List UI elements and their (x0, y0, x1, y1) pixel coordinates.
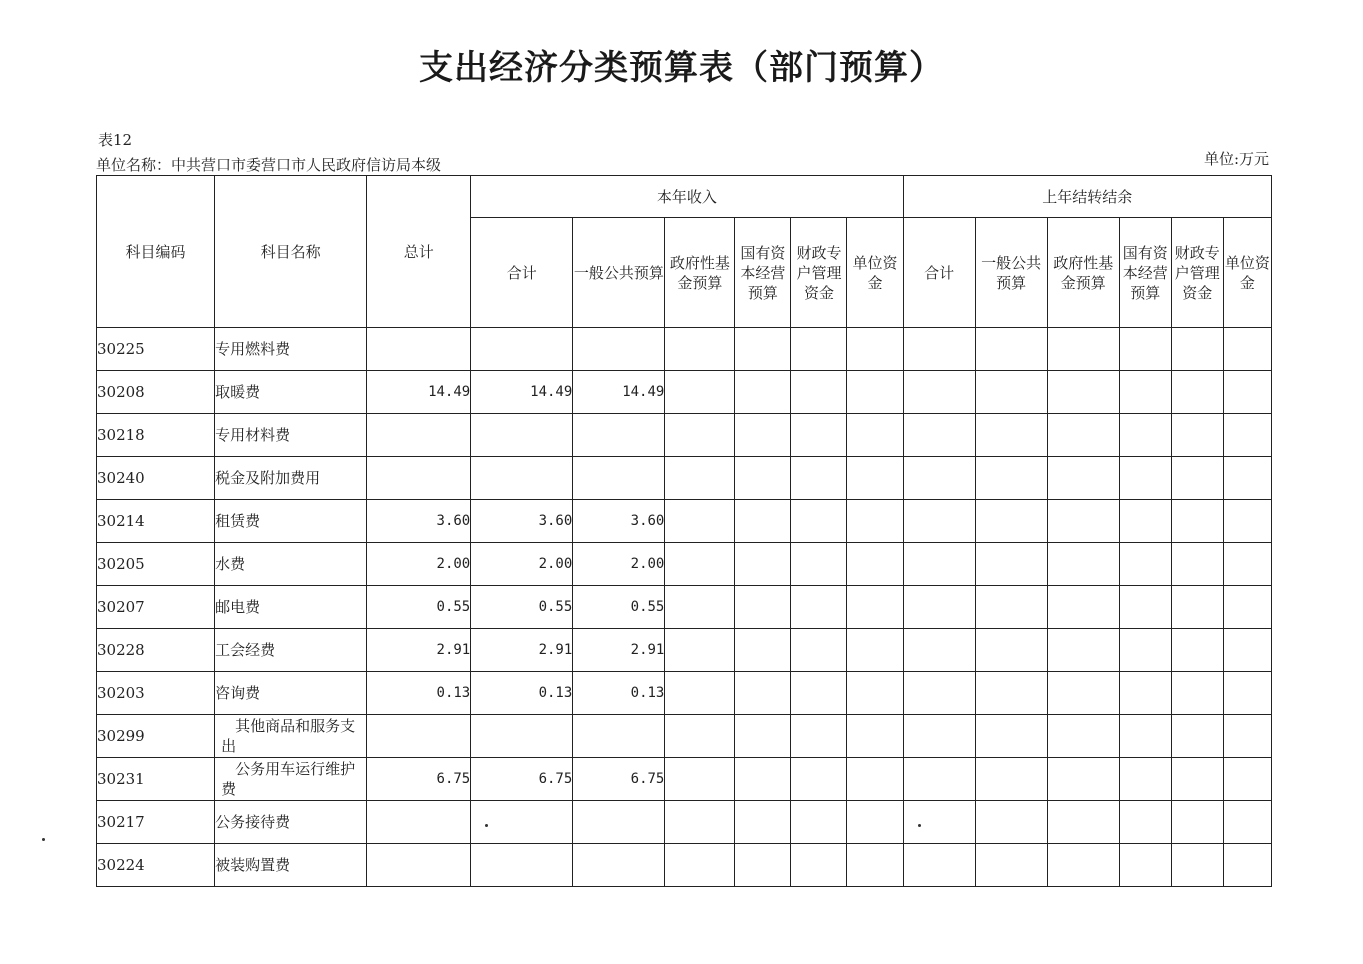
table-number: 表12 (98, 131, 133, 149)
row-sum (471, 414, 573, 457)
row-sum: 3.60 (471, 500, 573, 543)
row-general (573, 457, 665, 500)
currency-unit: 单位:万元 (1203, 150, 1269, 168)
row-code: 30214 (97, 500, 215, 543)
row-general: 3.60 (573, 500, 665, 543)
row-general (573, 715, 665, 758)
header-current-unit: 单位资金 (847, 218, 903, 328)
row-code: 30228 (97, 629, 215, 672)
row-name: 邮电费 (215, 586, 367, 629)
row-total: 2.91 (367, 629, 471, 672)
unit-name: 单位名称：中共营口市委营口市人民政府信访局本级 (96, 156, 442, 174)
scan-speck-cell (903, 801, 975, 844)
table-row (97, 586, 1272, 629)
table-row (97, 844, 1272, 887)
row-total: 14.49 (367, 371, 471, 414)
page-title: 支出经济分类预算表（部门预算） (419, 48, 944, 88)
row-total (367, 801, 471, 844)
row-name: 税金及附加费用 (215, 457, 367, 500)
row-total (367, 715, 471, 758)
row-code: 30218 (97, 414, 215, 457)
row-sum: 14.49 (471, 371, 573, 414)
header-carry-capital: 国有资本经营预算 (1119, 218, 1171, 328)
header-current-sum: 合计 (471, 218, 573, 328)
row-name: 取暖费 (215, 371, 367, 414)
header-carry-sum: 合计 (903, 218, 975, 328)
row-name: 专用材料费 (215, 414, 367, 457)
table-row (97, 543, 1272, 586)
row-total: 3.60 (367, 500, 471, 543)
header-carry-general: 一般公共预算 (975, 218, 1047, 328)
header-current-year: 本年收入 (471, 176, 903, 218)
row-total: 6.75 (367, 758, 471, 801)
row-total: 0.13 (367, 672, 471, 715)
row-total (367, 457, 471, 500)
header-carry-special: 财政专户管理资金 (1171, 218, 1223, 328)
row-sum: 6.75 (471, 758, 573, 801)
row-sum (471, 457, 573, 500)
row-code: 30299 (97, 715, 215, 758)
table-row (97, 715, 1272, 758)
scan-speck (918, 824, 921, 827)
row-name: 水费 (215, 543, 367, 586)
header-code: 科目编码 (97, 176, 215, 328)
row-general (573, 328, 665, 371)
scan-speck (42, 838, 45, 841)
row-sum (471, 715, 573, 758)
row-total (367, 328, 471, 371)
table-row (97, 457, 1272, 500)
row-code: 30207 (97, 586, 215, 629)
table-row (97, 801, 1272, 844)
row-code: 30240 (97, 457, 215, 500)
row-name: 其他商品和服务支出 (215, 715, 367, 758)
row-code: 30231 (97, 758, 215, 801)
row-name: 被装购置费 (215, 844, 367, 887)
header-total: 总计 (367, 176, 471, 328)
header-current-fund: 政府性基金预算 (665, 218, 735, 328)
row-name: 公务用车运行维护费 (215, 758, 367, 801)
row-general: 0.55 (573, 586, 665, 629)
table-row (97, 371, 1272, 414)
row-general (573, 844, 665, 887)
row-total (367, 414, 471, 457)
budget-table (96, 175, 1272, 887)
row-code: 30217 (97, 801, 215, 844)
table-row (97, 328, 1272, 371)
table-row (97, 758, 1272, 801)
row-sum: 0.13 (471, 672, 573, 715)
table-row (97, 414, 1272, 457)
row-total (367, 844, 471, 887)
row-total: 2.00 (367, 543, 471, 586)
row-code: 30203 (97, 672, 215, 715)
header-name: 科目名称 (215, 176, 367, 328)
row-code: 30205 (97, 543, 215, 586)
row-general: 2.91 (573, 629, 665, 672)
header-carry-fund: 政府性基金预算 (1047, 218, 1119, 328)
header-carryover: 上年结转结余 (903, 176, 1271, 218)
row-general (573, 414, 665, 457)
row-general: 14.49 (573, 371, 665, 414)
row-sum (471, 844, 573, 887)
header-carry-unit: 单位资金 (1223, 218, 1271, 328)
row-code: 30208 (97, 371, 215, 414)
row-sum: 2.91 (471, 629, 573, 672)
header-current-special: 财政专户管理资金 (791, 218, 847, 328)
scan-speck-cell (471, 801, 573, 844)
row-general: 6.75 (573, 758, 665, 801)
header-current-capital: 国有资本经营预算 (735, 218, 791, 328)
row-code: 30224 (97, 844, 215, 887)
row-total: 0.55 (367, 586, 471, 629)
table-row (97, 500, 1272, 543)
table-row (97, 672, 1272, 715)
row-general: 2.00 (573, 543, 665, 586)
table-row (97, 629, 1272, 672)
row-name: 公务接待费 (215, 801, 367, 844)
row-code: 30225 (97, 328, 215, 371)
row-general (573, 801, 665, 844)
row-name: 咨询费 (215, 672, 367, 715)
row-sum: 0.55 (471, 586, 573, 629)
scan-speck (485, 824, 488, 827)
row-name: 工会经费 (215, 629, 367, 672)
row-general: 0.13 (573, 672, 665, 715)
header-current-general: 一般公共预算 (573, 218, 665, 328)
row-name: 租赁费 (215, 500, 367, 543)
row-sum: 2.00 (471, 543, 573, 586)
row-sum (471, 328, 573, 371)
row-name: 专用燃料费 (215, 328, 367, 371)
